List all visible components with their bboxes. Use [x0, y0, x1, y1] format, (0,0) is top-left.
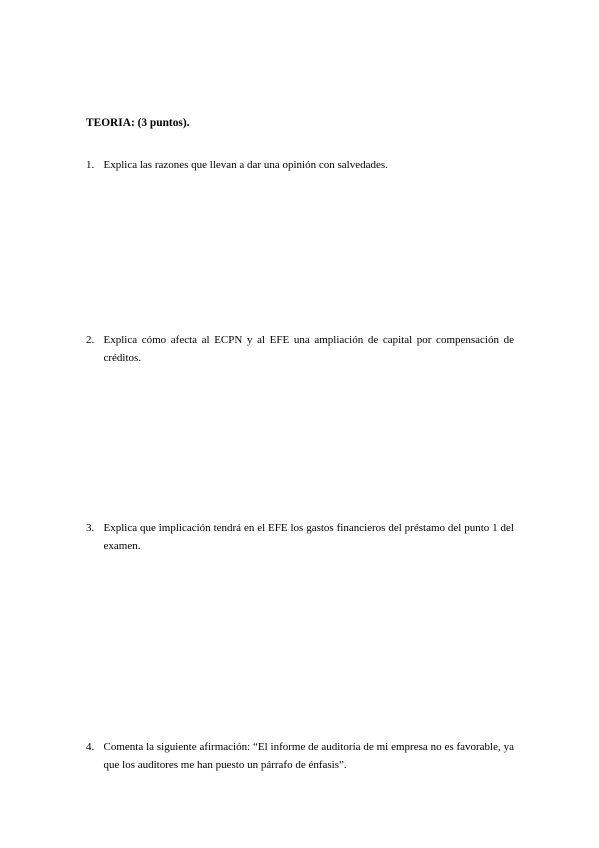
- section-title: TEORIA: (3 puntos).: [86, 117, 190, 129]
- question-text: Comenta la siguiente afirmación: “El informe de auditoría de mi empresa no es favorable, ya que los auditores me han puesto un párrafo de énfasis”.: [103, 741, 514, 771]
- question-1: [86, 156, 514, 174]
- question-number: 4.: [86, 741, 95, 753]
- question-text: Explica cómo afecta al ECPN y al EFE una ampliación de capital por compensación de créditos.: [103, 334, 514, 364]
- question-4: [86, 738, 514, 774]
- question-number: 3.: [86, 522, 95, 534]
- question-number: 1.: [86, 159, 95, 171]
- question-number: 2.: [86, 334, 95, 346]
- question-3: [86, 519, 514, 555]
- question-2: [86, 331, 514, 367]
- question-text: Explica las razones que llevan a dar una opinión con salvedades.: [103, 159, 388, 171]
- question-text: Explica que implicación tendrá en el EFE los gastos financieros del préstamo del punto 1 del examen.: [103, 522, 514, 552]
